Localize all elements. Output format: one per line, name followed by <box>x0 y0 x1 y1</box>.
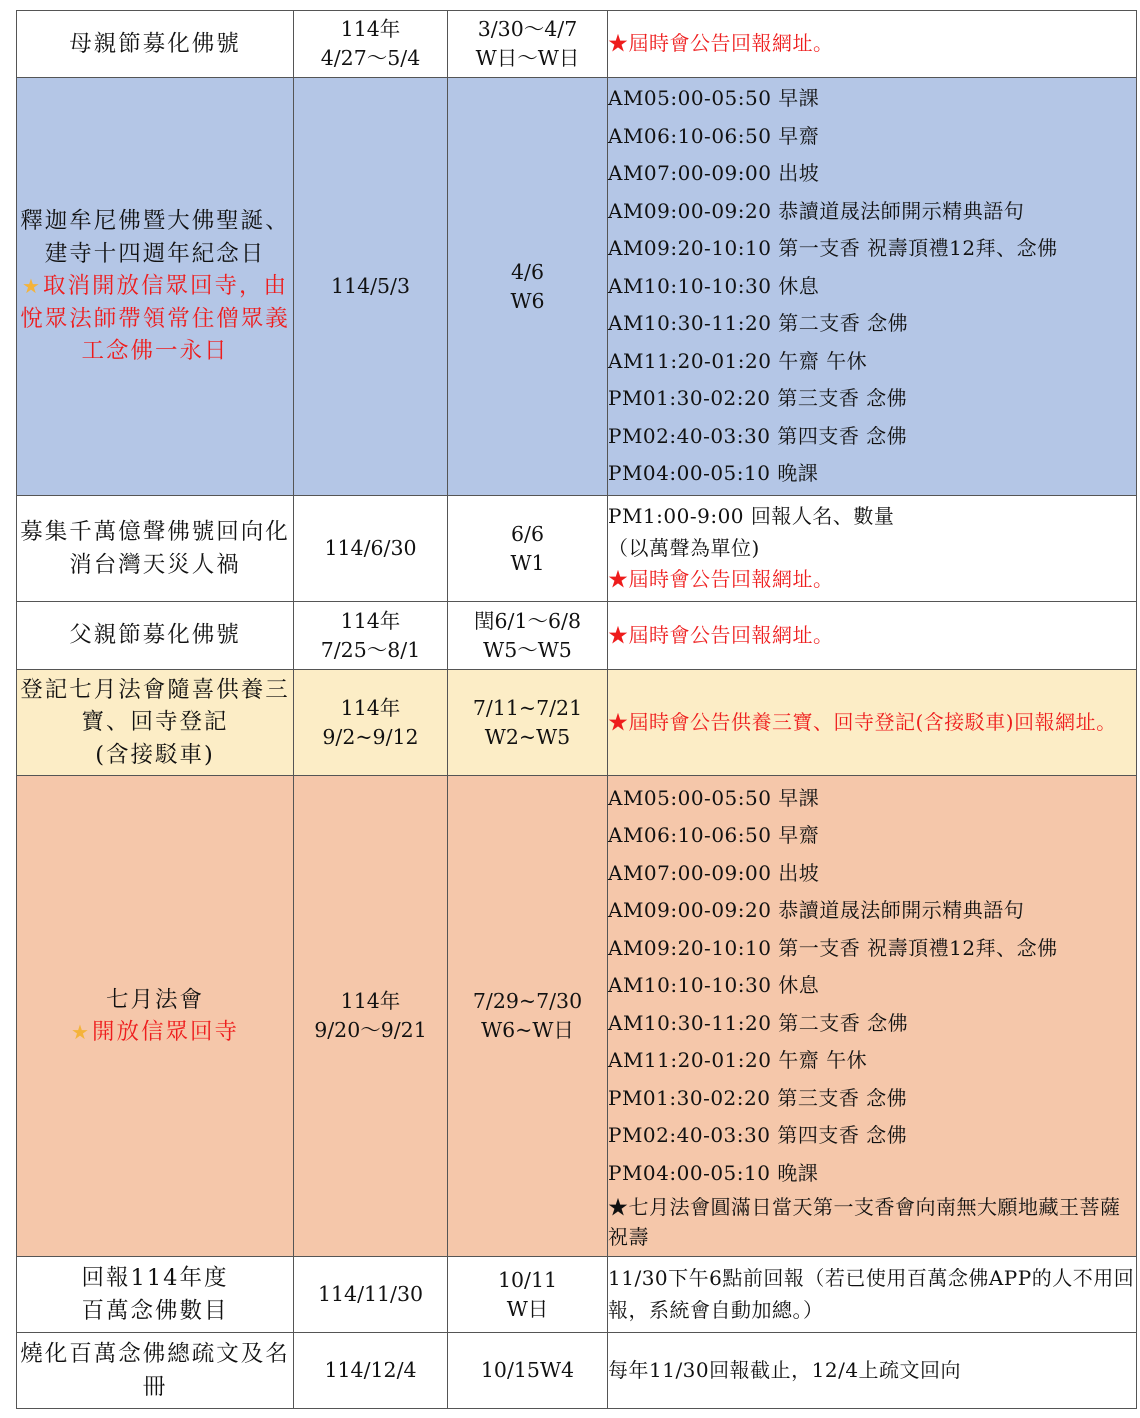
schedule-table <box>16 10 1137 1409</box>
lunar-date: 7/29~7/30 <box>472 989 583 1013</box>
schedule-line: AM07:00-09:00 出坡 <box>608 161 820 186</box>
notes-cell <box>608 496 1137 602</box>
event-name: 母親節募化佛號 <box>69 30 241 57</box>
schedule-line: AM10:30-11:20 第二支香 念佛 <box>608 1010 909 1035</box>
schedule-line: PM01:30-02:20 第三支香 念佛 <box>608 386 908 411</box>
event-name: 父親節募化佛號 <box>69 622 241 649</box>
table-row <box>17 602 1137 670</box>
date-range: 114/6/30 <box>324 536 417 560</box>
event-cell <box>17 78 294 496</box>
schedule-line: AM05:00-05:50 早課 <box>608 86 820 111</box>
schedule-line: AM09:00-09:20 恭讀道晟法師開示精典語句 <box>608 198 1025 223</box>
schedule-line: ★七月法會圓滿日當天第一支香會向南無大願地藏王菩薩祝壽 <box>608 1195 1121 1250</box>
date-year: 114年 <box>340 17 401 41</box>
schedule-line: AM09:20-10:10 第一支香 祝壽頂禮12拜、念佛 <box>608 935 1058 960</box>
date-year: 114年 <box>340 608 401 633</box>
lunar-date: 6/6 <box>511 521 544 546</box>
date-cell <box>294 496 448 602</box>
weekday: W5～W5 <box>483 637 572 662</box>
event-cell <box>17 11 294 78</box>
schedule-line: PM04:00-05:10 晚課 <box>608 1160 819 1185</box>
event-cell <box>17 670 294 776</box>
schedule-line: AM11:20-01:20 午齋 午休 <box>608 348 868 373</box>
table-row <box>17 670 1137 776</box>
lunar-date: 閏6/1～6/8 <box>474 608 581 633</box>
schedule-line: AM06:10-06:50 早齋 <box>608 823 820 848</box>
event-cell <box>17 1333 294 1409</box>
schedule-line: PM04:00-05:10 晚課 <box>608 461 819 486</box>
weekday: W日～W日 <box>475 46 580 70</box>
event-cell <box>17 496 294 602</box>
table-row <box>17 1333 1137 1409</box>
note-line: 11/30下午6點前回報（若已使用百萬念佛APP的人不用回報，系統會自動加總。） <box>608 1266 1135 1322</box>
schedule-line: AM10:10-10:30 休息 <box>608 973 820 998</box>
date-cell <box>294 1333 448 1409</box>
lunar-date-cell <box>448 11 608 78</box>
event-name: 燒化百萬念佛總疏文及名冊 <box>20 1341 290 1400</box>
lunar-date: 10/15W4 <box>480 1358 575 1382</box>
date-range: 7/25～8/1 <box>320 637 421 662</box>
event-name: 回報114年度 <box>81 1265 229 1291</box>
event-note <box>17 270 293 368</box>
star-icon: ★ <box>71 1020 91 1044</box>
date-cell <box>294 602 448 670</box>
weekday: W日 <box>506 1296 549 1321</box>
event-name-suffix: (含接駁車) <box>95 741 215 768</box>
date-range: 4/27～5/4 <box>320 46 421 70</box>
table-row <box>17 1257 1137 1333</box>
date-range: 114/12/4 <box>324 1358 417 1382</box>
event-note <box>17 1016 293 1049</box>
note-line: ★屆時會公告供養三寶、回寺登記(含接駁車)回報網址。 <box>608 709 1117 734</box>
date-cell <box>294 1257 448 1333</box>
lunar-date-cell <box>448 78 608 496</box>
lunar-date-cell <box>448 1257 608 1333</box>
table-row <box>17 776 1137 1257</box>
event-name: 登記七月法會隨喜供養三寶、回寺登記 <box>20 676 290 736</box>
note-line: 每年11/30回報截止，12/4上疏文回向 <box>608 1357 962 1382</box>
date-year: 114年 <box>340 989 401 1013</box>
date-cell <box>294 670 448 776</box>
note-line: （以萬聲為單位) <box>608 535 760 560</box>
schedule-line: AM05:00-05:50 早課 <box>608 785 820 810</box>
schedule-line: AM09:00-09:20 恭讀道晟法師開示精典語句 <box>608 898 1025 923</box>
event-cell <box>17 1257 294 1333</box>
date-range: 114/11/30 <box>317 1282 424 1306</box>
lunar-date: 3/30～4/7 <box>477 17 578 41</box>
schedule-line: PM01:30-02:20 第三支香 念佛 <box>608 1085 908 1110</box>
lunar-date: 7/11~7/21 <box>472 695 583 720</box>
event-cell <box>17 776 294 1257</box>
notes-cell <box>608 1257 1137 1333</box>
date-cell <box>294 78 448 496</box>
notes-cell <box>608 1333 1137 1409</box>
note-line: ★屆時會公告回報網址。 <box>608 622 834 647</box>
schedule-line: AM07:00-09:00 出坡 <box>608 860 820 885</box>
schedule-line: AM06:10-06:50 早齋 <box>608 123 820 148</box>
event-cell <box>17 602 294 670</box>
table-row <box>17 11 1137 78</box>
schedule-line: AM10:10-10:30 休息 <box>608 273 820 298</box>
lunar-date-cell <box>448 496 608 602</box>
table-row <box>17 496 1137 602</box>
notes-cell <box>608 776 1137 1257</box>
note-line: PM1:00-9:00 回報人名、數量 <box>608 504 895 529</box>
event-note-text: 開放信眾回寺 <box>91 1019 239 1045</box>
lunar-date-cell <box>448 670 608 776</box>
notes-cell <box>608 670 1137 776</box>
weekday: W6~W日 <box>481 1018 574 1042</box>
table-row <box>17 78 1137 496</box>
event-name: 釋迦牟尼佛暨大佛聖誕、建寺十四週年紀念日 <box>20 208 290 267</box>
lunar-date-cell <box>448 602 608 670</box>
schedule-line: AM09:20-10:10 第一支香 祝壽頂禮12拜、念佛 <box>608 236 1058 261</box>
schedule-line: AM10:30-11:20 第二支香 念佛 <box>608 311 909 336</box>
weekday: W2~W5 <box>484 724 571 749</box>
event-note-text: 取消開放信眾回寺，由悅眾法師帶領常住僧眾義工念佛一永日 <box>20 273 290 365</box>
notes-cell <box>608 78 1137 496</box>
date-range: 9/2~9/12 <box>322 724 419 749</box>
event-name: 七月法會 <box>105 986 204 1013</box>
lunar-date: 4/6 <box>511 259 544 284</box>
weekday: W1 <box>510 550 545 575</box>
weekday: W6 <box>510 288 545 313</box>
lunar-date-cell <box>448 776 608 1257</box>
date-year: 114年 <box>340 695 401 720</box>
notes-cell <box>608 11 1137 78</box>
date-cell <box>294 776 448 1257</box>
lunar-date: 10/11 <box>497 1267 558 1292</box>
event-name: 募集千萬億聲佛號回向化消台灣天災人禍 <box>20 519 290 578</box>
notes-cell <box>608 602 1137 670</box>
note-line: ★屆時會公告回報網址。 <box>608 31 834 56</box>
date-range: 114/5/3 <box>330 274 411 298</box>
schedule-line: PM02:40-03:30 第四支香 念佛 <box>608 423 908 448</box>
star-icon: ★ <box>22 274 42 299</box>
schedule-line: AM11:20-01:20 午齋 午休 <box>608 1048 868 1073</box>
event-name-line2: 百萬念佛數目 <box>81 1297 229 1324</box>
lunar-date-cell <box>448 1333 608 1409</box>
schedule-line: PM02:40-03:30 第四支香 念佛 <box>608 1123 908 1148</box>
note-line: ★屆時會公告回報網址。 <box>608 567 834 592</box>
date-range: 9/20～9/21 <box>314 1018 427 1042</box>
date-cell <box>294 11 448 78</box>
